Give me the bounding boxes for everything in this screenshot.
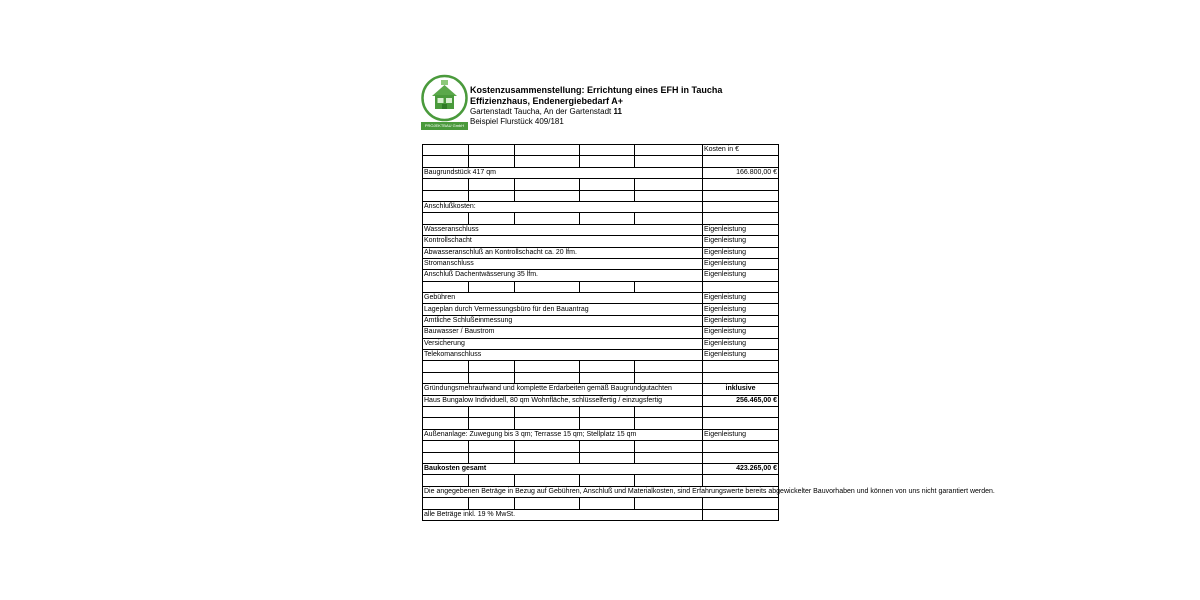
table-cell xyxy=(515,156,580,167)
table-cell xyxy=(635,441,703,452)
table-cell xyxy=(635,156,703,167)
table-cell xyxy=(635,281,703,292)
table-cell xyxy=(423,179,469,190)
row-label: Anschlußkosten: xyxy=(423,201,703,212)
table-row xyxy=(423,327,779,338)
table-cell xyxy=(423,452,469,463)
row-value xyxy=(703,509,779,520)
table-cell xyxy=(703,190,779,201)
table-cell xyxy=(515,441,580,452)
row-value: Eigenleistung xyxy=(703,258,779,269)
row-value: Eigenleistung xyxy=(703,236,779,247)
table-cell xyxy=(580,441,635,452)
address-number: 11 xyxy=(613,107,622,116)
table-cell xyxy=(580,372,635,383)
row-value: Eigenleistung xyxy=(703,315,779,326)
table-cell xyxy=(469,418,515,429)
table-row xyxy=(423,509,779,520)
document-title-line2: Effizienzhaus, Endenergiebedarf A+ xyxy=(470,96,623,106)
row-label: Haus Bungalow Individuell, 80 qm Wohnfläche, schlüsselfertig / einzugsfertig xyxy=(423,395,703,406)
empty-row xyxy=(423,452,779,463)
table-cell xyxy=(423,190,469,201)
table-cell xyxy=(423,418,469,429)
table-cell xyxy=(635,361,703,372)
table-cell xyxy=(580,179,635,190)
note-text: Die angegebenen Beträge in Bezug auf Gebühren, Anschluß und Materialkosten, sind Erfahrungswerte bereits abgewickelter Bauvorhaben und können von uns nicht garantiert werden. xyxy=(423,486,779,497)
table-cell xyxy=(515,418,580,429)
row-value: 166.800,00 € xyxy=(703,167,779,178)
table-cell xyxy=(703,418,779,429)
table-row xyxy=(423,258,779,269)
table-cell xyxy=(469,406,515,417)
table-row xyxy=(423,315,779,326)
table-row xyxy=(423,338,779,349)
table-row xyxy=(423,201,779,212)
table-cell xyxy=(635,452,703,463)
table-cell xyxy=(423,213,469,224)
row-label: Gebühren xyxy=(423,293,703,304)
table-cell xyxy=(423,145,469,156)
row-value: Eigenleistung xyxy=(703,338,779,349)
table-cell xyxy=(515,406,580,417)
table-cell xyxy=(635,406,703,417)
row-label: Stromanschluss xyxy=(423,258,703,269)
table-row xyxy=(423,293,779,304)
empty-row xyxy=(423,475,779,486)
address-text: Gartenstadt Taucha, An der Gartenstadt xyxy=(470,107,612,116)
table-cell xyxy=(469,441,515,452)
row-label: Amtliche Schlußeinmessung xyxy=(423,315,703,326)
table-cell xyxy=(469,145,515,156)
row-label: Versicherung xyxy=(423,338,703,349)
column-header-kosten: Kosten in € xyxy=(703,145,779,156)
document-header xyxy=(470,85,790,127)
table-cell xyxy=(515,498,580,509)
table-cell xyxy=(703,213,779,224)
row-label: Lageplan durch Vermessungsbüro für den Bauantrag xyxy=(423,304,703,315)
table-row xyxy=(423,247,779,258)
empty-row xyxy=(423,372,779,383)
cost-table xyxy=(422,144,995,521)
row-label: Wasseranschluss xyxy=(423,224,703,235)
table-cell xyxy=(515,145,580,156)
table-cell xyxy=(703,179,779,190)
table-row xyxy=(423,224,779,235)
table-cell xyxy=(469,213,515,224)
row-label: Außenanlage: Zuwegung bis 3 qm; Terrasse 15 qm; Stellplatz 15 qm xyxy=(423,429,703,440)
table-cell xyxy=(580,213,635,224)
table-cell xyxy=(515,475,580,486)
table-cell xyxy=(423,372,469,383)
table-row xyxy=(423,167,779,178)
empty-row xyxy=(423,281,779,292)
table-cell xyxy=(635,418,703,429)
house-logo-icon xyxy=(421,74,468,122)
table-cell xyxy=(469,179,515,190)
table-cell xyxy=(469,372,515,383)
table-cell xyxy=(703,441,779,452)
table-cell xyxy=(515,281,580,292)
row-label: Telekomanschluss xyxy=(423,350,703,361)
table-cell xyxy=(469,475,515,486)
row-value: Eigenleistung xyxy=(703,224,779,235)
table-cell xyxy=(580,156,635,167)
row-value: Eigenleistung xyxy=(703,350,779,361)
row-label: Bauwasser / Baustrom xyxy=(423,327,703,338)
table-cell xyxy=(515,179,580,190)
table-cell xyxy=(423,361,469,372)
table-cell xyxy=(580,475,635,486)
table-cell xyxy=(635,475,703,486)
row-value: Eigenleistung xyxy=(703,293,779,304)
table-cell xyxy=(703,281,779,292)
row-value: inklusive xyxy=(703,384,779,395)
row-value: Eigenleistung xyxy=(703,270,779,281)
table-row xyxy=(423,304,779,315)
table-cell xyxy=(515,452,580,463)
table-row xyxy=(423,429,779,440)
empty-row xyxy=(423,361,779,372)
row-label: Kontrollschacht xyxy=(423,236,703,247)
plot-line: Beispiel Flurstück 409/181 xyxy=(470,117,564,126)
table-cell xyxy=(423,475,469,486)
table-cell xyxy=(580,190,635,201)
row-value xyxy=(703,201,779,212)
table-cell xyxy=(703,498,779,509)
table-cell xyxy=(515,361,580,372)
table-cell xyxy=(469,498,515,509)
row-label: Gründungsmehraufwand und komplette Erdarbeiten gemäß Baugrundgutachten xyxy=(423,384,703,395)
table-cell xyxy=(703,406,779,417)
empty-row xyxy=(423,406,779,417)
table-cell xyxy=(703,156,779,167)
empty-row xyxy=(423,441,779,452)
row-value: Eigenleistung xyxy=(703,429,779,440)
table-cell xyxy=(703,475,779,486)
table-cell xyxy=(580,361,635,372)
row-label: Abwasseranschluß an Kontrollschacht ca. 20 lfm. xyxy=(423,247,703,258)
table-cell xyxy=(580,145,635,156)
logo-subtitle-bar: PROJEKTBAU GmbH xyxy=(421,122,468,130)
table-cell xyxy=(469,190,515,201)
table-cell xyxy=(469,452,515,463)
table-row xyxy=(423,463,779,474)
table-cell xyxy=(635,190,703,201)
table-cell xyxy=(635,213,703,224)
table-cell xyxy=(423,156,469,167)
table-cell xyxy=(703,361,779,372)
table-cell xyxy=(423,498,469,509)
table-cell xyxy=(635,372,703,383)
table-cell xyxy=(580,406,635,417)
address-line xyxy=(470,107,790,117)
note-row xyxy=(423,486,779,497)
document-title-line1: Kostenzusammenstellung: Errichtung eines EFH in Taucha xyxy=(470,85,723,95)
row-label: Baugrundstück 417 qm xyxy=(423,167,703,178)
table-cell xyxy=(580,452,635,463)
table-cell xyxy=(580,281,635,292)
row-label: Anschluß Dachentwässerung 35 lfm. xyxy=(423,270,703,281)
table-cell xyxy=(423,441,469,452)
empty-row xyxy=(423,213,779,224)
table-cell xyxy=(515,190,580,201)
empty-row xyxy=(423,179,779,190)
table-cell xyxy=(703,372,779,383)
row-value: 423.265,00 € xyxy=(703,463,779,474)
empty-row xyxy=(423,498,779,509)
table-cell xyxy=(469,361,515,372)
row-value: Eigenleistung xyxy=(703,327,779,338)
table-cell xyxy=(635,145,703,156)
table-row xyxy=(423,236,779,247)
table-row xyxy=(423,350,779,361)
table-cell xyxy=(515,213,580,224)
table-cell xyxy=(635,179,703,190)
table-row xyxy=(423,270,779,281)
table-cell xyxy=(469,156,515,167)
table-cell xyxy=(423,406,469,417)
row-value: Eigenleistung xyxy=(703,304,779,315)
table-cell xyxy=(703,452,779,463)
empty-row xyxy=(423,190,779,201)
row-value: 256.465,00 € xyxy=(703,395,779,406)
table-header-row xyxy=(423,145,779,156)
table-row xyxy=(423,395,779,406)
row-label: alle Beträge inkl. 19 % MwSt. xyxy=(423,509,703,520)
table-cell xyxy=(580,498,635,509)
row-label: Baukosten gesamt xyxy=(423,463,703,474)
table-cell xyxy=(580,418,635,429)
empty-row xyxy=(423,156,779,167)
table-cell xyxy=(635,498,703,509)
row-value: Eigenleistung xyxy=(703,247,779,258)
table-row xyxy=(423,384,779,395)
company-logo xyxy=(421,74,468,132)
table-cell xyxy=(423,281,469,292)
table-cell xyxy=(469,281,515,292)
empty-row xyxy=(423,418,779,429)
table-cell xyxy=(515,372,580,383)
